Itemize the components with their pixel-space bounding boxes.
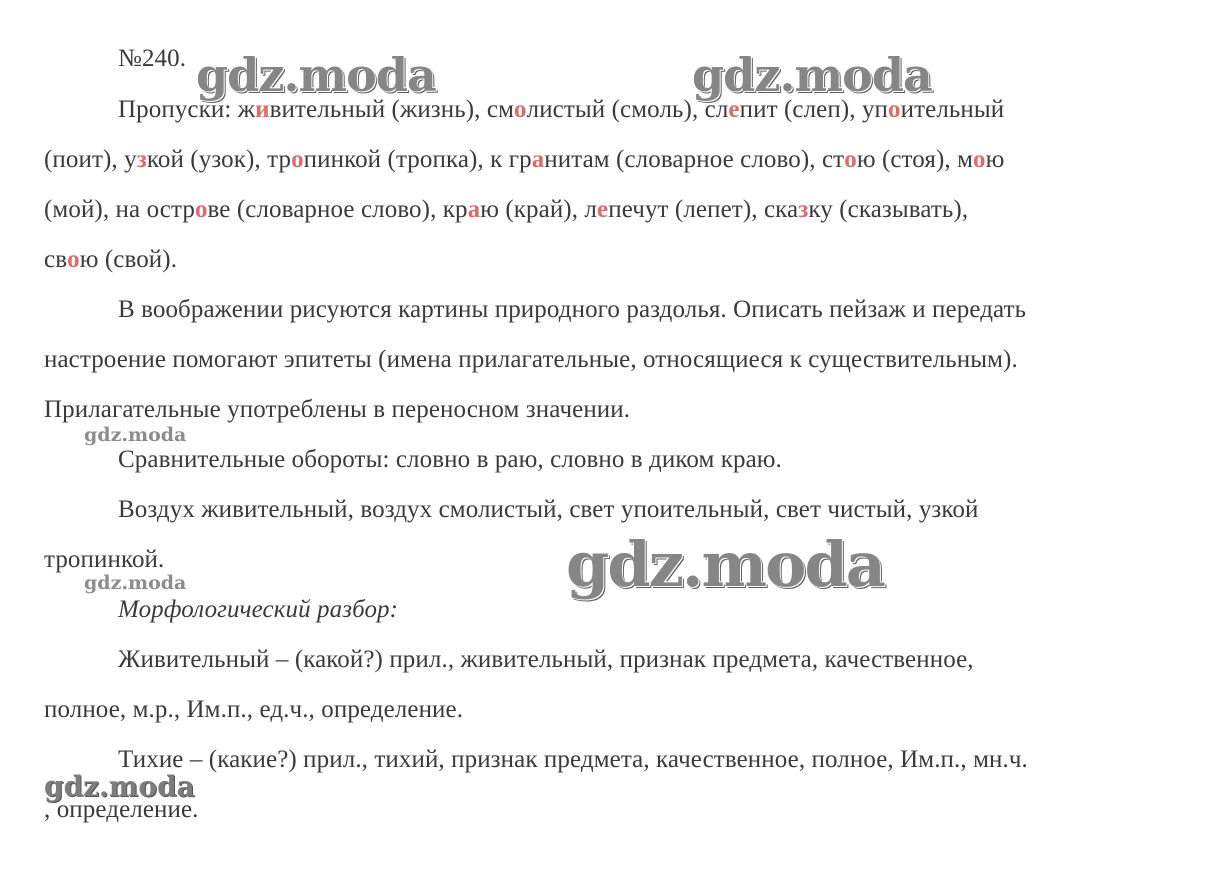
paragraph-5-line-1: Живительный – (какой?) прил., живительный, признак предмета, качественное, [118,646,974,673]
watermark-logo: gdz.moda [196,48,436,102]
gaps-line-2: (поит), узкой (узок), тропинкой (тропка), к гранитам (словарное слово), стою (стоя), мою [44,146,1005,173]
paragraph-4-line-2: тропинкой. [44,546,165,573]
gaps-line-1: Пропуски: живительный (жизнь), смолистый (смоль), слепит (слеп), упоительный [118,96,1005,123]
gaps-line-3: (мой), на острове (словарное слово), краю (край), лепечут (лепет), сказку (сказывать), [44,196,969,223]
paragraph-4-line-1: Воздух живительный, воздух смолистый, свет упоительный, свет чистый, узкой [118,496,979,523]
watermark-logo: gdz.moda [84,572,187,594]
paragraph-2-line-3: Прилагательные употреблены в переносном значении. [44,396,631,423]
paragraph-2-line-1: В воображении рисуются картины природного раздолья. Описать пейзаж и передать [118,296,1027,323]
watermark-logo: gdz.moda [566,528,884,601]
gaps-line-4: свою (свой). [44,246,178,273]
paragraph-2-line-2: настроение помогают эпитеты (имена прилагательные, относящиеся к существительным). [44,346,1018,373]
watermark-logo: gdz.moda [84,424,187,446]
task-number: №240. [118,45,187,72]
morphology-heading: Морфологический разбор: [118,596,399,623]
watermark-logo: gdz.moda [44,770,195,803]
paragraph-6-line-2: , определение. [44,796,199,823]
paragraph-6-line-1: Тихие – (какие?) прил., тихий, признак предмета, качественное, полное, Им.п., мн.ч. [118,746,1028,773]
paragraph-5-line-2: полное, м.р., Им.п., ед.ч., определение. [44,696,464,723]
watermark-logo: gdz.moda [692,48,932,102]
comparisons-paragraph: Сравнительные обороты: словно в раю, словно в диком краю. [118,446,782,473]
